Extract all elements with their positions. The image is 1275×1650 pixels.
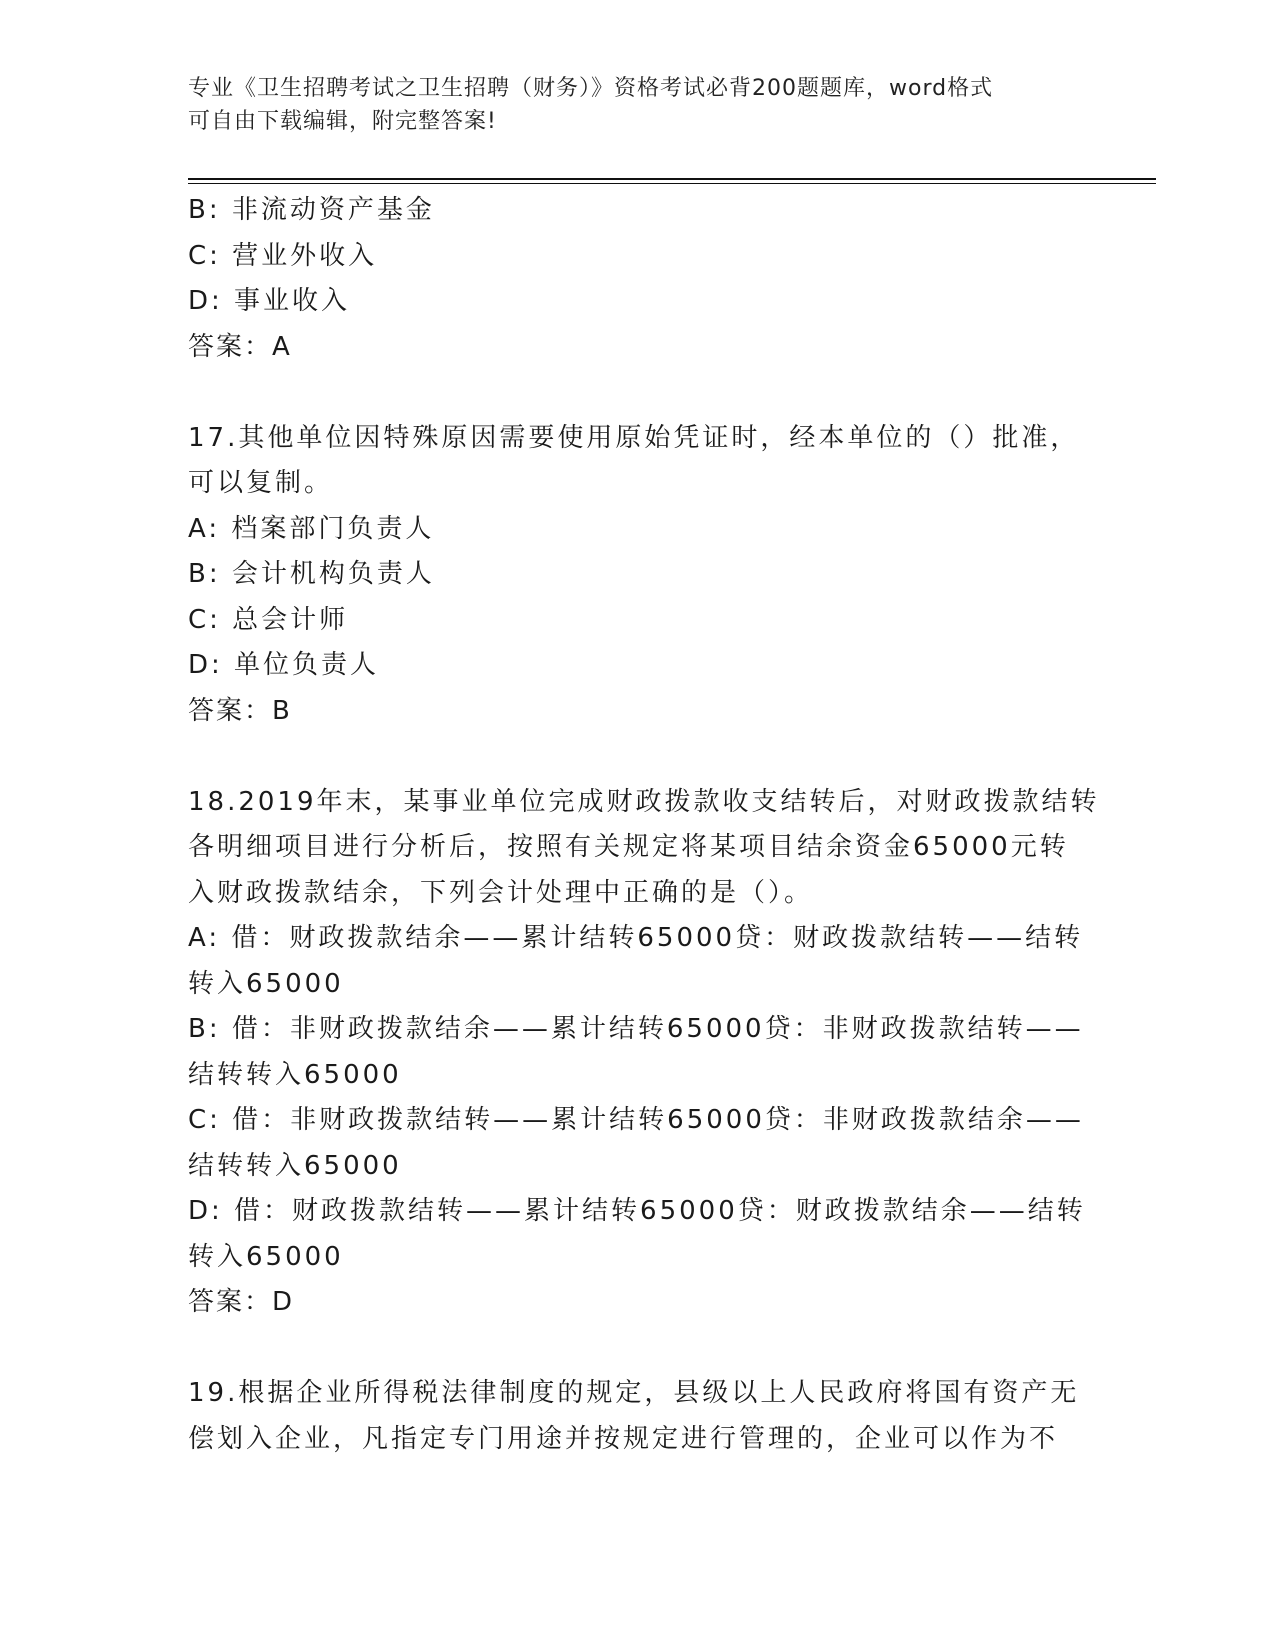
option-c: C: 营业外收入 [188,240,378,271]
option-b: B: 会计机构负责人 [188,559,435,589]
option-b: B: 借：非财政拨款结余——累计结转65000贷：非财政拨款结转—— [188,1014,1084,1044]
spacer [188,370,1088,416]
option-b-cont: 结转转入65000 [188,1059,402,1090]
question-stem-line: 各明细项目进行分析后，按照有关规定将某项目结余资金65000元转 [188,832,1069,862]
answer: 答案：B [188,695,292,726]
option-d-cont: 转入65000 [188,1241,344,1272]
question-stem-line: 入财政拨款结余，下列会计处理中正确的是（）。 [188,877,814,908]
option-a: A: 档案部门负责人 [188,513,435,544]
option-a: A: 借：财政拨款结余——累计结转65000贷：财政拨款结转——结转 [188,923,1084,953]
option-c-cont: 结转转入65000 [188,1150,402,1181]
header-rule-thick [188,178,1156,180]
option-d: D: 借：财政拨款结转——累计结转65000贷：财政拨款结余——结转 [188,1196,1086,1226]
question-18 [188,780,1100,1326]
question-17 [188,416,1088,735]
question-stem-line: 18.2019年末，某事业单位完成财政拨款收支结转后，对财政拨款结转 [188,786,1100,817]
answer: 答案：D [188,1287,295,1317]
option-c: C: 借：非财政拨款结转——累计结转65000贷：非财政拨款结余—— [188,1105,1084,1135]
question-19 [188,1371,1088,1462]
option-c: C: 总会计师 [188,604,349,635]
question-stem-line: 17.其他单位因特殊原因需要使用原始凭证时，经本单位的（）批准， [188,422,1080,453]
header-line-1: 专业《卫生招聘考试之卫生招聘（财务）》资格考试必背200题题库，word格式 [188,76,994,101]
question-stem-line: 偿划入企业，凡指定专门用途并按规定进行管理的，企业可以作为不 [188,1423,1059,1454]
option-a-cont: 转入65000 [188,968,344,999]
option-d: D: 单位负责人 [188,650,380,680]
option-d: D: 事业收入 [188,286,351,316]
spacer [188,1326,1088,1372]
prev-question [188,188,1088,370]
spacer [188,734,1088,780]
option-b: B: 非流动资产基金 [188,195,435,225]
answer: 答案：A [188,331,292,362]
question-stem-line: 19.根据企业所得税法律制度的规定，县级以上人民政府将国有资产无 [188,1378,1080,1408]
header-rule-thin [188,183,1156,184]
question-content [188,188,1100,1462]
document-header [188,72,1068,138]
question-stem-line: 可以复制。 [188,468,334,498]
header-line-2: 可自由下载编辑，附完整答案! [188,109,497,134]
